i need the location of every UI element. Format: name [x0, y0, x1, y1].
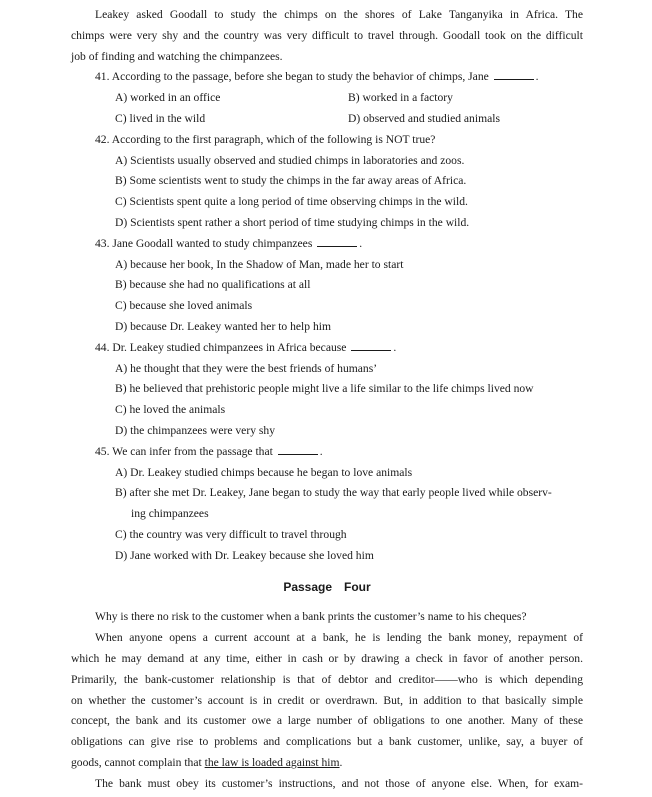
question-42-option-a: A) Scientists usually observed and studied chimps in laboratories and zoos.	[115, 153, 465, 167]
question-44-stem-text: 44. Dr. Leakey studied chimpanzees in Africa because	[95, 340, 347, 354]
question-41-stem-text: 41. According to the passage, before she began to study the behavior of chimps, Jane	[95, 70, 489, 84]
question-43-option-c: C) because she loved animals	[115, 299, 253, 313]
question-43-stem-text: 43. Jane Goodall wanted to study chimpanzees	[95, 236, 313, 250]
intro-line-1: Leakey asked Goodall to study the chimps on the shores of Lake Tanganyika in Africa. The	[95, 8, 583, 21]
question-42-stem: 42. According to the first paragraph, which of the following is NOT true?	[95, 132, 436, 146]
passage-four-p2-line-7-text: goods, cannot complain that	[71, 755, 205, 769]
question-45-option-d: D) Jane worked with Dr. Leakey because she loved him	[115, 548, 374, 562]
question-41-option-a: A) worked in an office	[115, 91, 221, 105]
intro-line-2: chimps were very shy and the country was very difficult to travel through. Goodall took on the difficult	[71, 28, 583, 42]
question-43-stem	[71, 234, 583, 255]
question-45-option-b-line-2: ing chimpanzees	[131, 507, 209, 521]
passage-four-p2-line-4: on whether the customer’s account is in credit or overdrawn. But, in addition to that basically simple	[71, 693, 583, 707]
passage-four-p3-line-1: The bank must obey its customer’s instructions, and not those of anyone else. When, for exam-	[95, 776, 583, 790]
question-45-option-b-line-1: B) after she met Dr. Leakey, Jane began to study the way that early people lived while observ-	[115, 486, 552, 500]
passage-four-p2-line-7	[71, 753, 583, 774]
question-45-option-a: A) Dr. Leakey studied chimps because he began to love animals	[115, 465, 413, 479]
question-43-option-d: D) because Dr. Leakey wanted her to help him	[115, 319, 332, 333]
question-42-option-b: B) Some scientists went to study the chimps in the far away areas of Africa.	[115, 174, 467, 188]
passage-four-p2-line-3: Primarily, the bank-customer relationship is that of debtor and creditor——who is which depending	[71, 672, 583, 686]
question-44-option-a: A) he thought that they were the best friends of humans’	[115, 361, 378, 375]
passage-four-title: Passage Four	[283, 579, 371, 594]
passage-four-p2-line-6: obligations can give rise to problems and complications but a bank customer, unlike, say, a buyer of	[71, 735, 583, 749]
passage-four-p2-line-1: When anyone opens a current account at a bank, he is lending the bank money, repayment of	[95, 631, 583, 645]
question-41-stem-end: .	[535, 70, 539, 84]
question-44-stem	[71, 338, 583, 359]
document-page	[71, 5, 583, 794]
answer-blank	[494, 68, 534, 80]
question-45-stem	[71, 442, 583, 463]
passage-four-p2-line-2: which he may demand at any time, either in cash or by drawing a check in favor of another person.	[71, 651, 583, 665]
answer-blank	[317, 235, 357, 247]
question-45-option-c: C) the country was very difficult to travel through	[115, 527, 347, 541]
answer-blank	[351, 339, 391, 351]
question-45-stem-end: .	[319, 444, 323, 458]
question-41-options-row-1	[71, 88, 583, 109]
question-41-option-b: B) worked in a factory	[348, 91, 453, 105]
passage-four-p2-line-5: concept, the bank and its customer owe a large number of obligations to one another. Many of these	[71, 714, 583, 728]
underlined-phrase: the law is loaded against him	[204, 755, 340, 769]
question-44-stem-end: .	[393, 340, 397, 354]
question-41-stem	[71, 67, 583, 88]
question-41-option-c: C) lived in the wild	[115, 111, 206, 125]
question-42-option-d: D) Scientists spent rather a short period of time studying chimps in the wild.	[115, 215, 470, 229]
question-43-option-a: A) because her book, In the Shadow of Man, made her to start	[115, 257, 404, 271]
question-41-option-d: D) observed and studied animals	[348, 111, 500, 125]
question-43-stem-end: .	[359, 236, 363, 250]
question-43-option-b: B) because she had no qualifications at all	[115, 278, 311, 292]
question-41-options-row-2	[71, 109, 583, 130]
question-45-stem-text: 45. We can infer from the passage that	[95, 444, 273, 458]
passage-four-paragraph-1: Why is there no risk to the customer when a bank prints the customer’s name to his cheques?	[95, 610, 527, 624]
question-44-option-c: C) he loved the animals	[115, 403, 226, 417]
answer-blank	[278, 443, 318, 455]
question-44-option-b: B) he believed that prehistoric people might live a life similar to the life chimps lived now	[115, 382, 534, 396]
intro-line-3: job of finding and watching the chimpanzees.	[71, 49, 283, 63]
passage-four-p2-line-7-end: .	[339, 755, 343, 769]
question-42-option-c: C) Scientists spent quite a long period of time observing chimps in the wild.	[115, 195, 468, 209]
question-44-option-d: D) the chimpanzees were very shy	[115, 423, 275, 437]
